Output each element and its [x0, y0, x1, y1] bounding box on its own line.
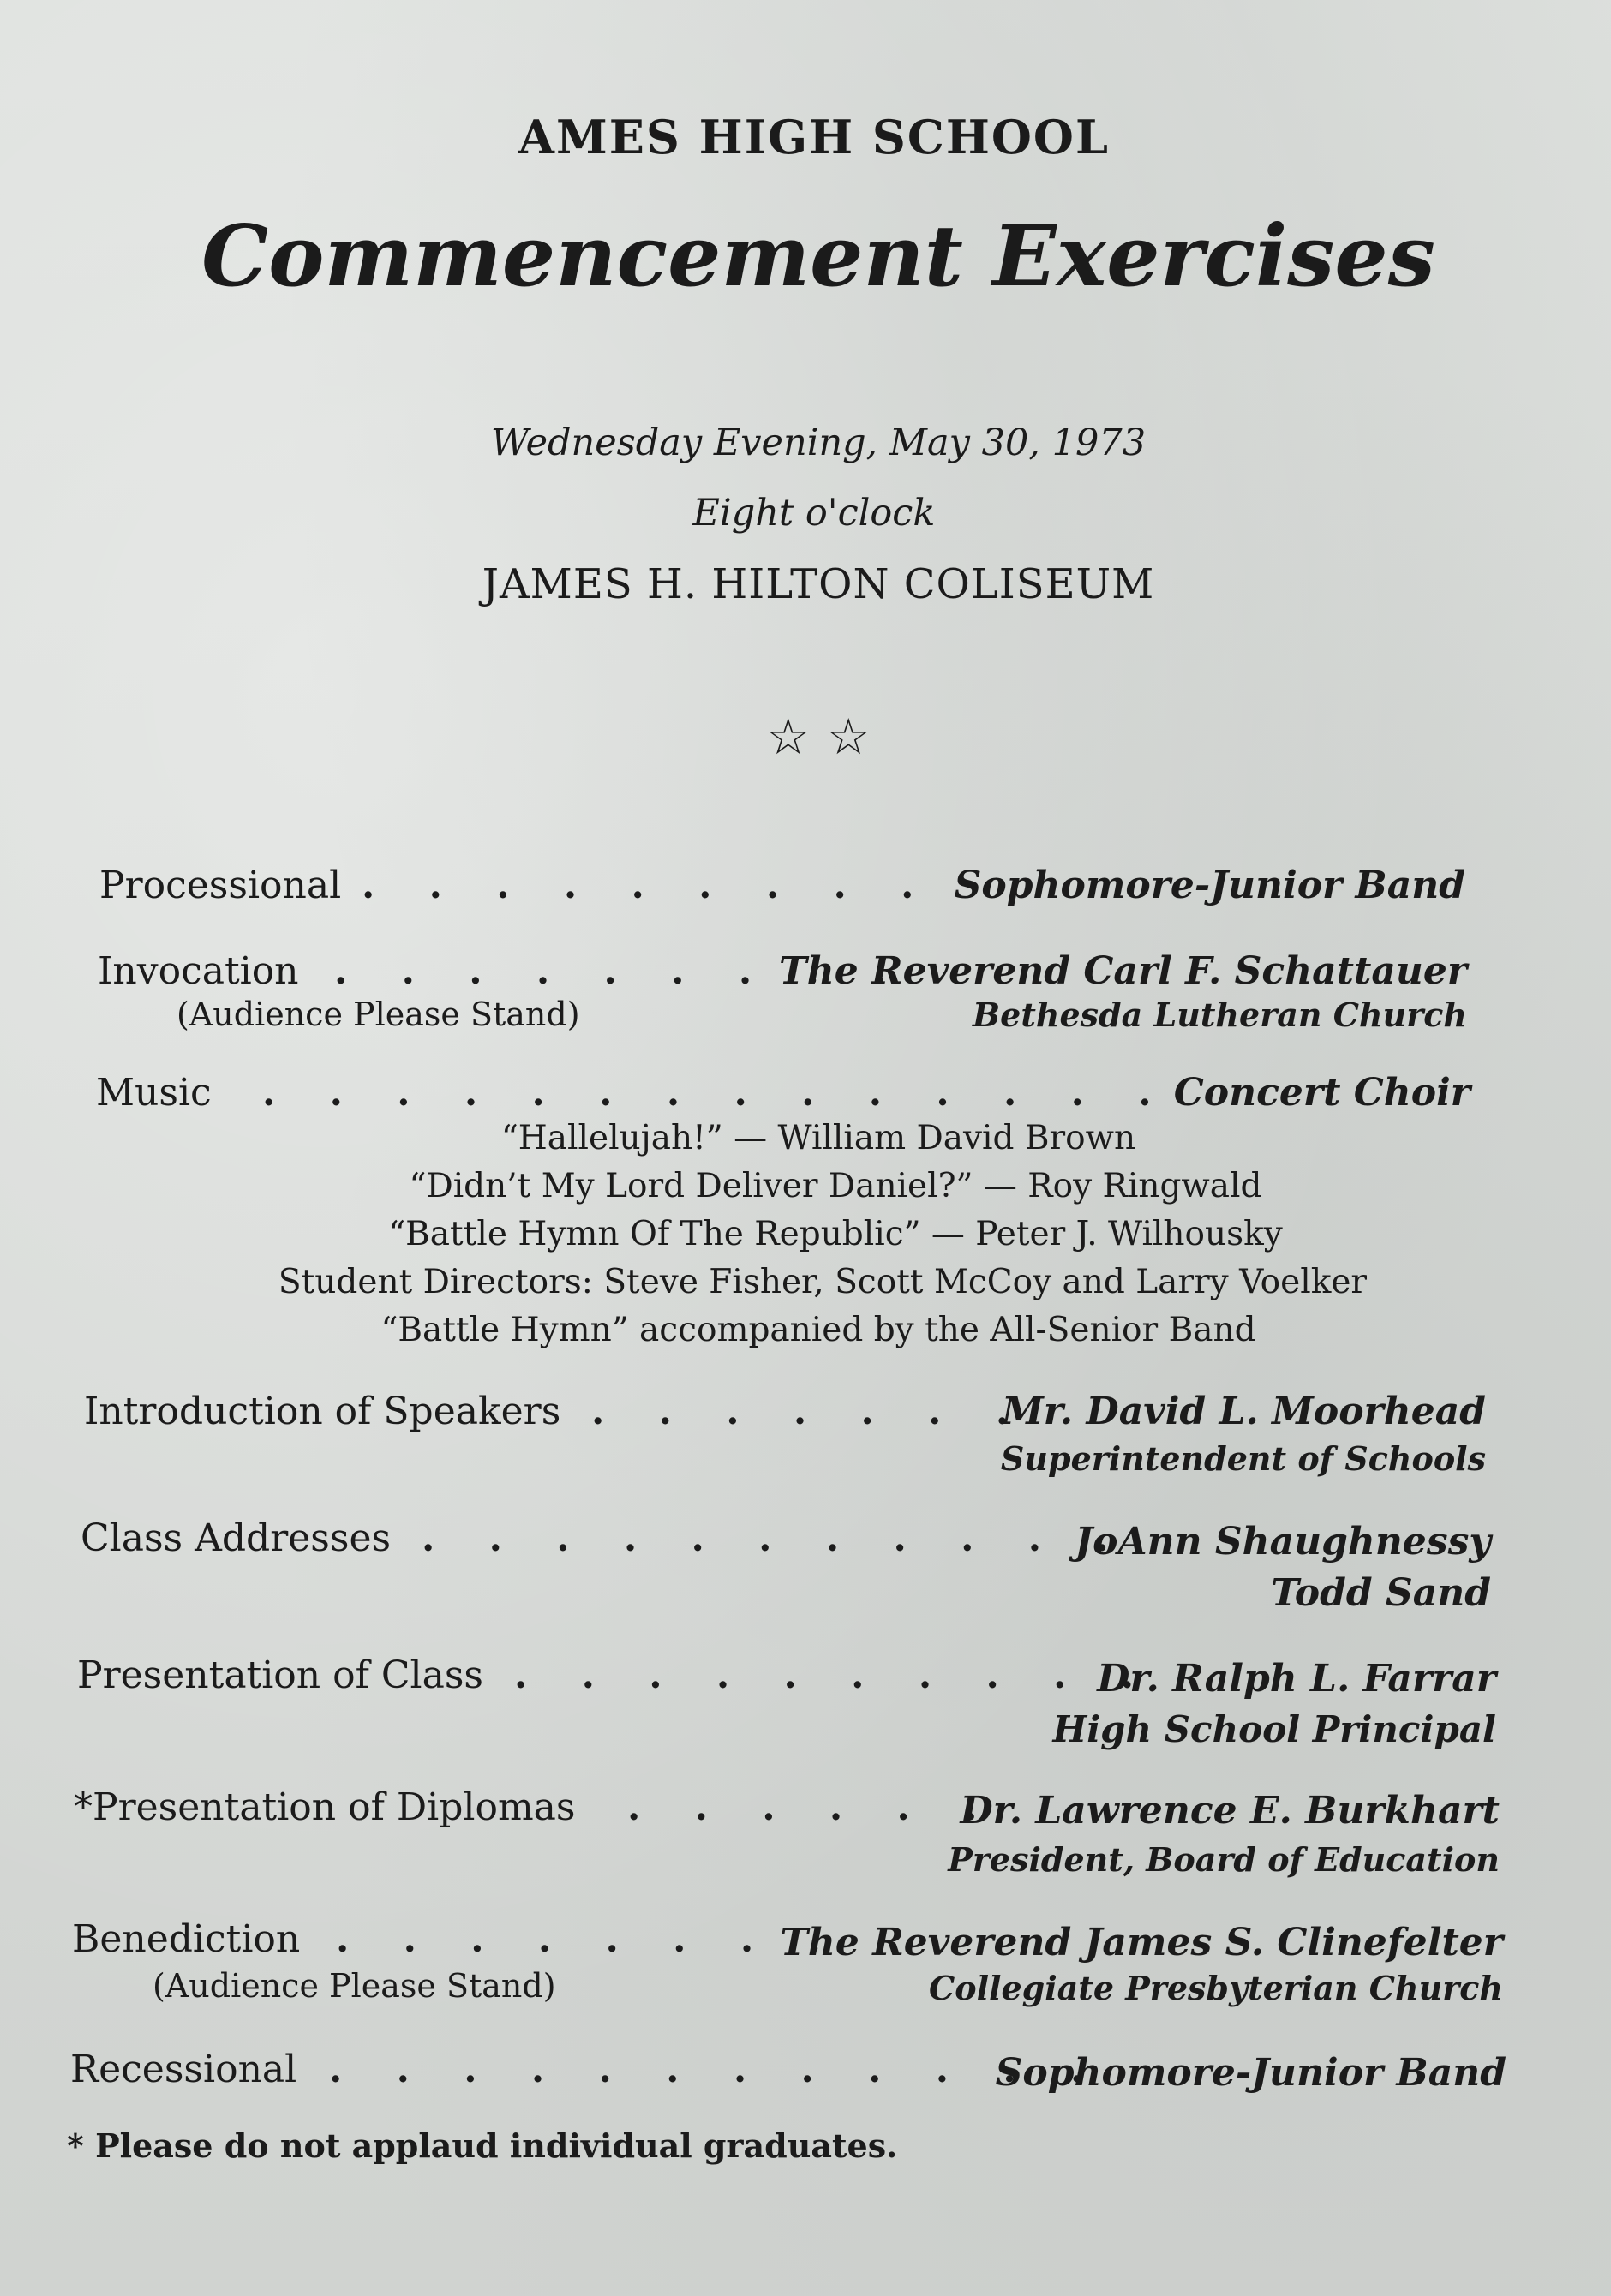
program-item-performer: Mr. David L. Moorhead	[1002, 1390, 1486, 1433]
program-item-affiliation: Superintendent of Schools	[1000, 1439, 1486, 1478]
program-item-performer-second: Todd Sand	[1271, 1571, 1491, 1615]
event-venue: JAMES H. HILTON COLISEUM	[482, 560, 1155, 608]
program-item-affiliation: Collegiate Presbyterian Church	[929, 1969, 1503, 2007]
event-date: Wednesday Evening, May 30, 1973	[490, 422, 1147, 464]
leader-dots: . . . . . . . . .	[362, 864, 935, 907]
program-item-performer: Sophomore-Junior Band	[954, 864, 1465, 907]
program-item-label: Introduction of Speakers	[84, 1390, 561, 1433]
program-item-label: *Presentation of Diplomas	[74, 1785, 576, 1829]
program-item-label: Music	[96, 1071, 212, 1115]
music-note: “Battle Hymn” accompanied by the All-Senior Band	[380, 1311, 1256, 1349]
student-directors: Student Directors: Steve Fisher, Scott McCoy and Larry Voelker	[278, 1263, 1368, 1301]
program-item-performer: Sophomore-Junior Band	[995, 2051, 1506, 2095]
program-item-label: Invocation	[98, 949, 299, 993]
leader-dots: . . . . . . . . .	[334, 949, 907, 993]
program-item-performer: Concert Choir	[1173, 1071, 1470, 1115]
program-item-label: Class Addresses	[81, 1516, 392, 1560]
program-item-performer: The Reverend James S. Clinefelter	[780, 1921, 1503, 1964]
leader-dots: . . . . . . . . . .	[514, 1653, 1155, 1697]
star-ornament: ☆ ☆	[765, 708, 871, 766]
leader-dots: . . . . . . . . . . .	[422, 1516, 1129, 1560]
program-item-label: Processional	[99, 864, 342, 907]
event-time: Eight o'clock	[692, 492, 936, 535]
audience-note: (Audience Please Stand)	[153, 1967, 556, 2005]
leader-dots: . . . . . . . .	[336, 1917, 841, 1961]
program-item-affiliation: President, Board of Education	[948, 1840, 1500, 1879]
program-item-affiliation: High School Principal	[1052, 1708, 1496, 1750]
music-selection: “Hallelujah!” — William David Brown	[500, 1119, 1136, 1157]
music-selection: “Didn’t My Lord Deliver Daniel?” — Roy Ringwald	[409, 1167, 1262, 1205]
page-title: Commencement Exercises	[201, 207, 1435, 306]
footnote: * Please do not applaud individual graduates.	[67, 2126, 898, 2165]
music-selection: “Battle Hymn Of The Republic” — Peter J. Wilhousky	[388, 1215, 1283, 1253]
school-name: AMES HIGH SCHOOL	[518, 110, 1110, 164]
leader-dots: . . . . . . .	[591, 1390, 1030, 1433]
program-item-label: Presentation of Class	[77, 1653, 484, 1697]
program-item-label: Benediction	[72, 1917, 301, 1961]
program-item-performer: Dr. Ralph L. Farrar	[1097, 1657, 1496, 1701]
audience-note: (Audience Please Stand)	[177, 996, 580, 1033]
program-item-performer: JoAnn Shaughnessy	[1075, 1520, 1491, 1564]
program-item-label: Recessional	[70, 2048, 297, 2091]
leader-dots: . . . . . . . . . . . . . .	[262, 1071, 1172, 1115]
program-item-affiliation: Bethesda Lutheran Church	[973, 996, 1467, 1034]
leader-dots: . . . . . . . . . . . .	[329, 2048, 1105, 2091]
leader-dots: . . . . . .	[627, 1785, 998, 1829]
program-item-performer: The Reverend Carl F. Schattauer	[779, 949, 1467, 993]
program-item-performer: Dr. Lawrence E. Burkhart	[960, 1789, 1500, 1833]
